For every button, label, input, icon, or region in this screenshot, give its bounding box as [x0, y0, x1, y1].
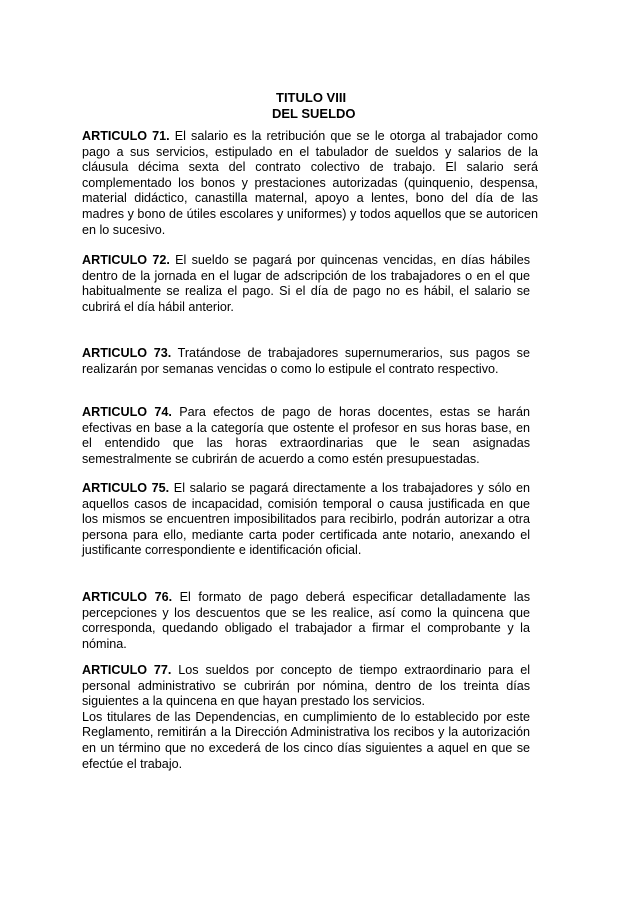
article-71	[82, 129, 538, 238]
article-paragraph	[82, 129, 538, 238]
article-74	[82, 405, 530, 467]
article-paragraph	[82, 253, 530, 315]
article-text: El formato de pago deberá especificar detalladamente las percepciones y los descuentos que se les realice, así como la quincena que corresponda, quedando obligado el trabajador a firmar el comprobante y la nómina.	[82, 590, 530, 651]
article-text: Para efectos de pago de horas docentes, estas se harán efectivas en base a la categoría que ostente el profesor en sus horas base, en el entendido que las horas extraordinarias que le sean asignadas semestralmente se cubrirán de acuerdo a como estén presupuestadas.	[82, 405, 530, 466]
article-75	[82, 481, 530, 559]
article-paragraph	[82, 481, 530, 559]
article-paragraph	[82, 663, 530, 710]
article-heading: ARTICULO 75.	[82, 481, 170, 495]
subtitle-heading: DEL SUELDO	[272, 106, 356, 121]
article-text: Los sueldos por concepto de tiempo extraordinario para el personal administrativo se cubrirán por nómina, dentro de los treinta días siguientes a la quincena en que hayan prestado los servicios.	[82, 663, 530, 709]
title-block	[272, 90, 356, 122]
article-heading: ARTICULO 71.	[82, 129, 170, 143]
article-paragraph-continued: Los titulares de las Dependencias, en cumplimiento de lo establecido por este Reglamento, remitirán a la Dirección Administrativa los recibos y la autorización en un término que no excederá de los cinco días siguientes a aquel en que se efectúe el trabajo.	[82, 709, 530, 771]
article-text: Tratándose de trabajadores supernumerarios, sus pagos se realizarán por semanas vencidas o como lo estipule el contrato respectivo.	[82, 346, 530, 376]
article-heading: ARTICULO 74.	[82, 405, 172, 419]
article-text: El salario es la retribución que se le otorga al trabajador como pago a sus servicios, estipulado en el tabulador de sueldos y salarios de la cláusula décima sexta del contrato colectivo de trabajo. El salario será complementado los bonos y prestaciones autorizadas (quinquenio, despensa, material didáctico, canastilla maternal, apoyo a lentes, bono del día de las madres y bono de útiles escolares y uniformes) y todos aquellos que se autoricen en lo sucesivo.	[82, 129, 538, 237]
article-77	[82, 663, 530, 772]
article-heading: ARTICULO 76.	[82, 590, 173, 604]
article-heading: ARTICULO 77.	[82, 663, 172, 677]
article-heading: ARTICULO 72.	[82, 253, 170, 267]
article-76	[82, 590, 530, 652]
article-73	[82, 346, 530, 377]
article-paragraph	[82, 590, 530, 652]
article-paragraph	[82, 405, 530, 467]
article-text: El sueldo se pagará por quincenas vencidas, en días hábiles dentro de la jornada en el lugar de adscripción de los trabajadores o en el que habitualmente se realiza el pago. Si el día de pago no es hábil, el salario se cubrirá el día hábil anterior.	[82, 253, 531, 314]
title-heading: TITULO VIII	[276, 90, 347, 105]
article-heading: ARTICULO 73.	[82, 346, 172, 360]
article-text: El salario se pagará directamente a los trabajadores y sólo en aquellos casos de incapacidad, comisión temporal o causa justificada en que los mismos se encuentren imposibilitados para recibirlo, podrán autorizar a otra persona para ello, mediante carta poder certificada ante notario, anexando el justificante correspondiente e identificación oficial.	[82, 481, 531, 558]
article-paragraph	[82, 346, 530, 377]
article-72	[82, 253, 530, 315]
